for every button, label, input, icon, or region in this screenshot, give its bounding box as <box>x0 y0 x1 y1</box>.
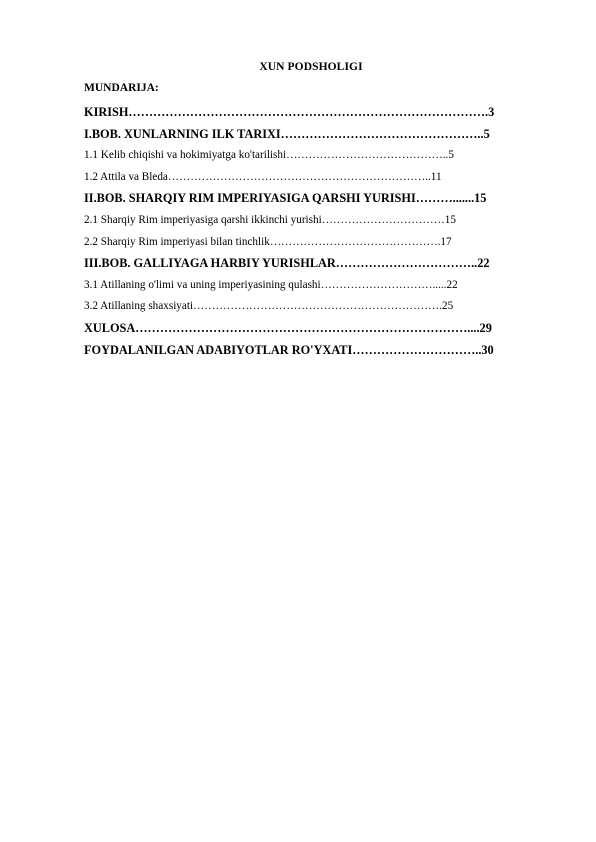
table-of-contents <box>84 102 554 361</box>
toc-entry-section-3-1: 3.1 Atillaning o'limi va uning imperiyasining qulashi………………………….....22 <box>84 278 458 291</box>
document-title: XUN PODSHOLIGI <box>259 61 363 73</box>
toc-entry-section-1-2: 1.2 Attila va Bleda……………………………………………………………..11 <box>84 170 442 183</box>
toc-entry-section-3-2: 3.2 Atillaning shaxsiyati………………………………………………………….25 <box>84 300 454 313</box>
toc-entry-section-2-1: 2.1 Sharqiy Rim imperiyasiga qarshi ikkinchi yurishi……………………………15 <box>84 213 456 226</box>
toc-entry-bibliography: FOYDALANILGAN ADABIYOTLAR RO'YXATI…………………………..30 <box>84 342 494 357</box>
toc-entry-xulosa: XULOSA………………………………………………………………………....29 <box>84 320 492 335</box>
toc-entry-chapter-2: II.BOB. SHARQIY RIM IMPERIYASIGA QARSHI YURISHI……….......15 <box>84 191 487 206</box>
toc-entry-section-2-2: 2.2 Sharqiy Rim imperiyasi bilan tinchlik……………………………………….17 <box>84 235 452 248</box>
toc-entry-chapter-3: III.BOB. GALLIYAGA HARBIY YURISHLAR……………………………..22 <box>84 256 490 271</box>
toc-entry-section-1-1: 1.1 Kelib chiqishi va hokimiyatga ko'tarilishi……………………………………..5 <box>84 149 454 162</box>
toc-entry-kirish: KIRISH…………………………………………………………………………….3 <box>84 105 495 119</box>
toc-entry-chapter-1: I.BOB. XUNLARNING ILK TARIXI…………………………………………..5 <box>84 126 490 141</box>
toc-heading: MUNDARIJA: <box>84 82 159 94</box>
